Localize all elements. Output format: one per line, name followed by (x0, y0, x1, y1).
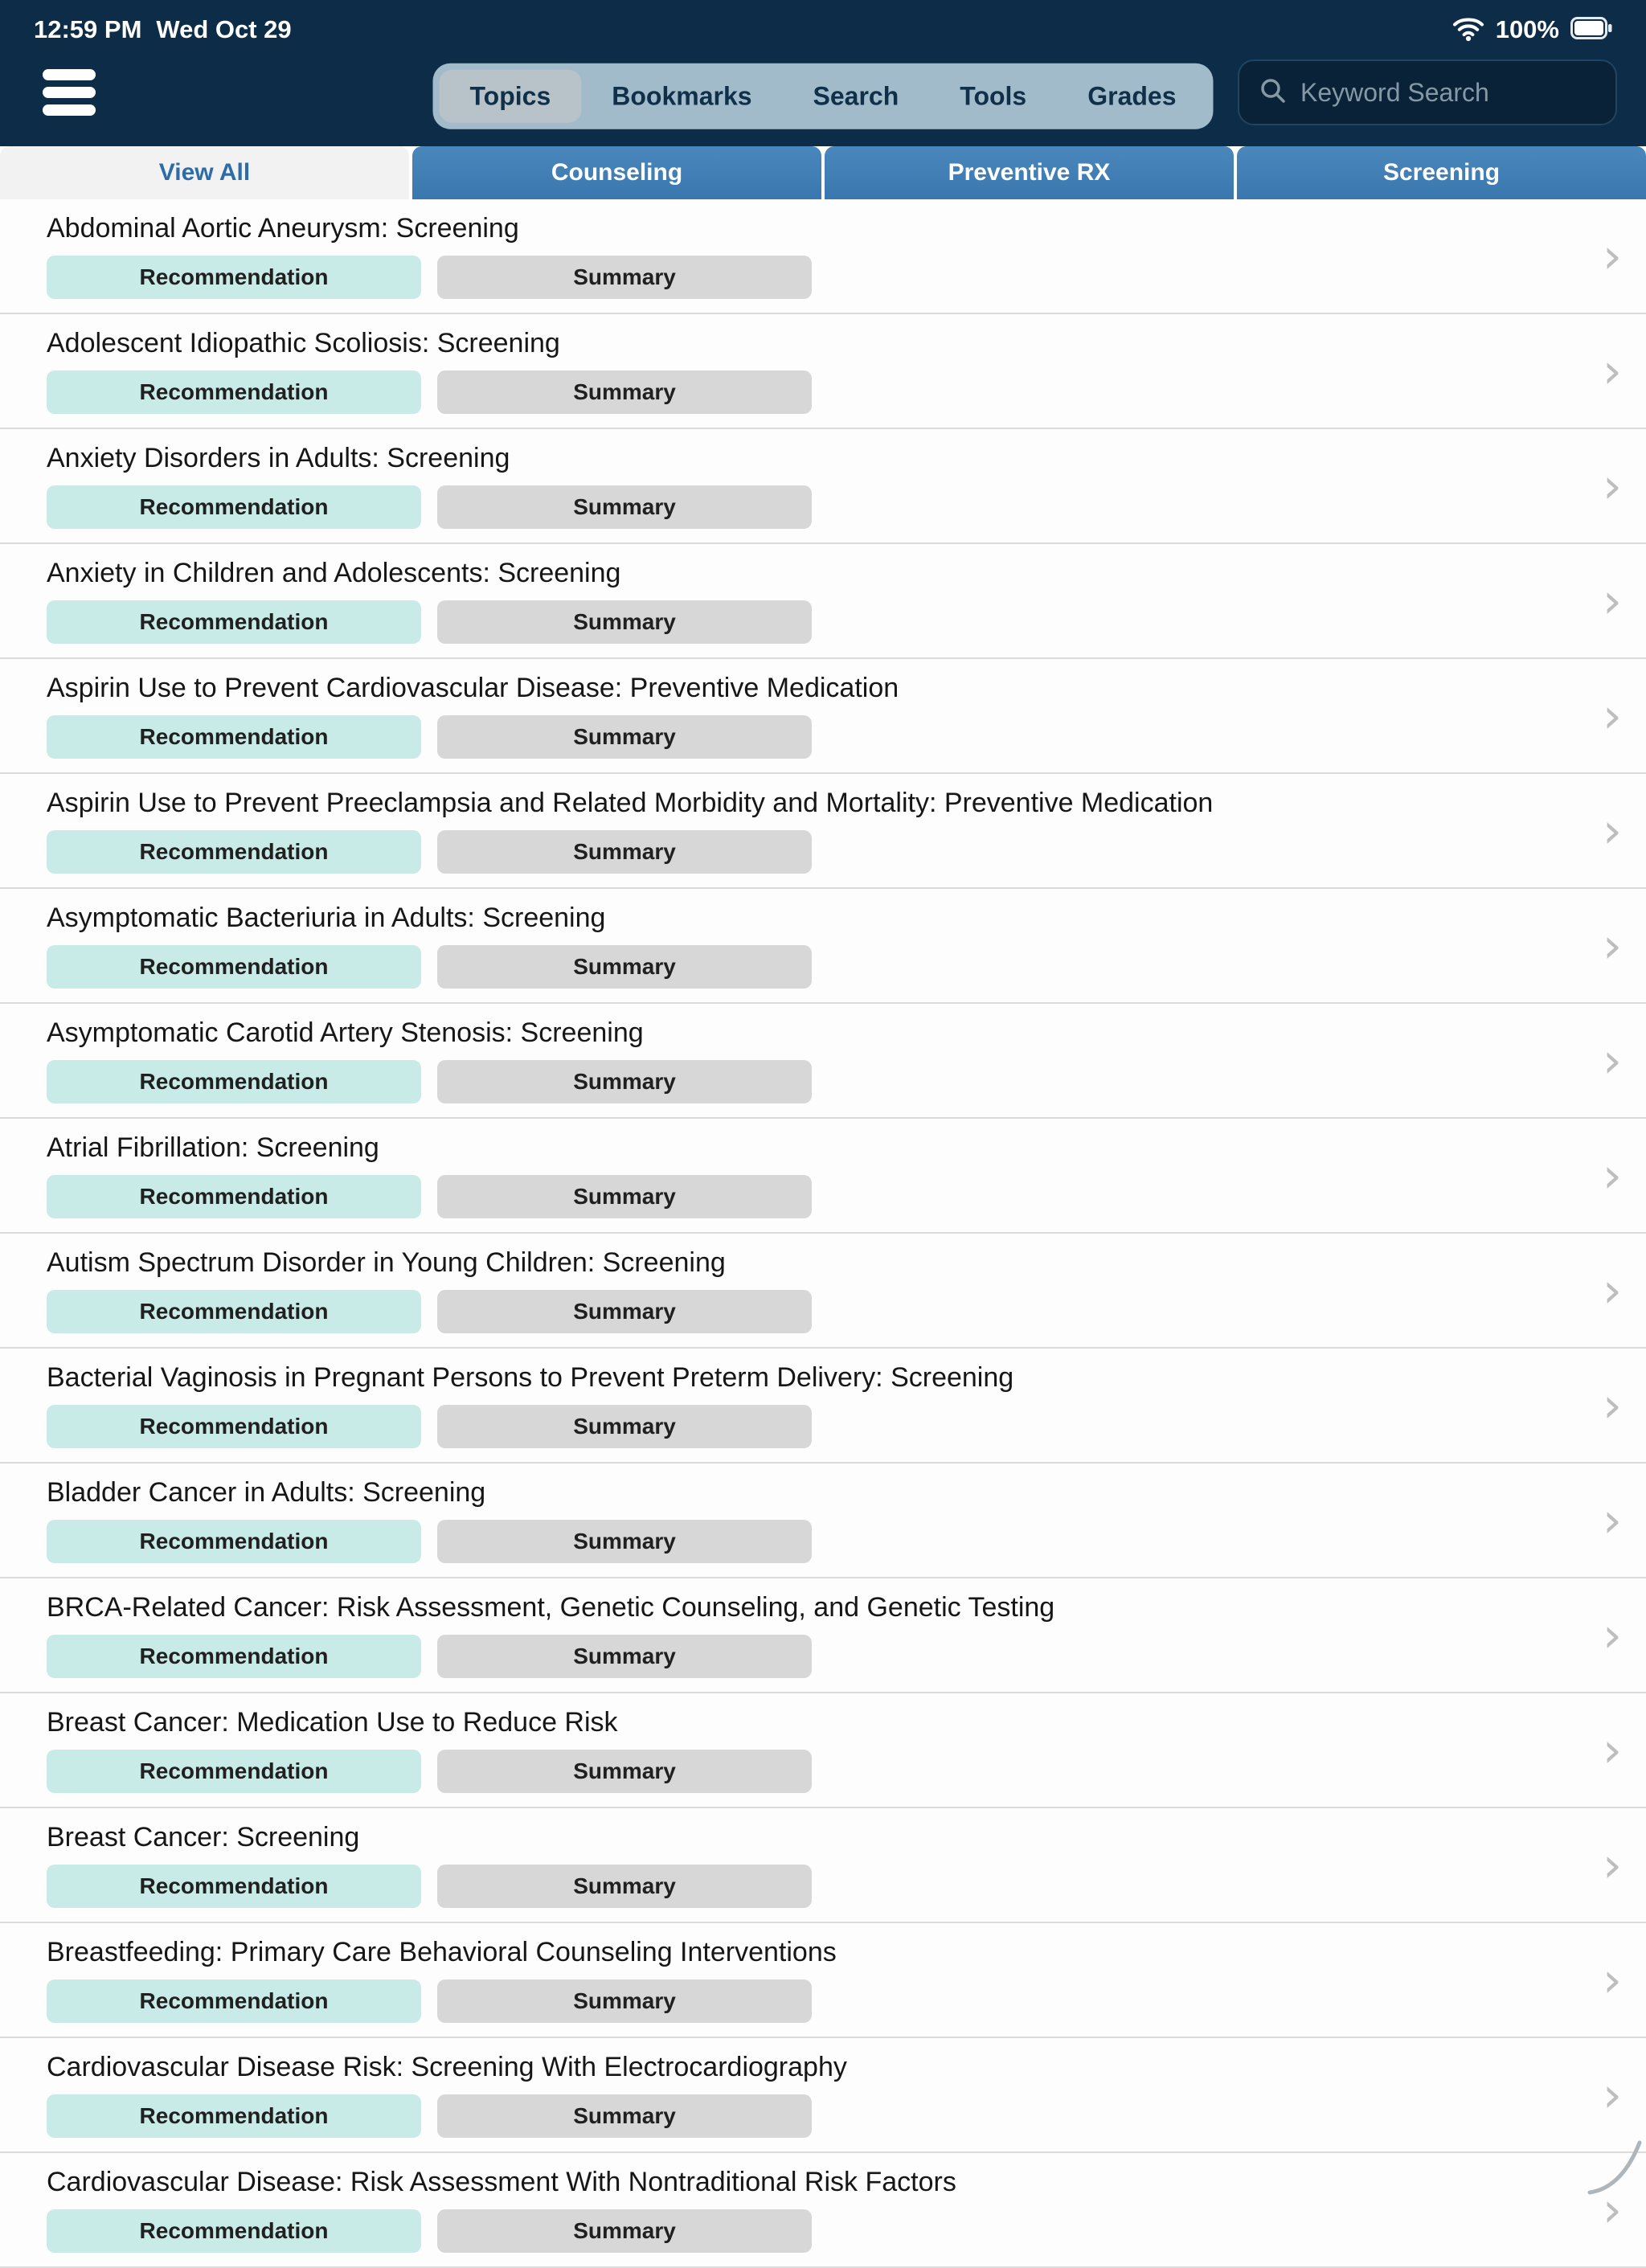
topic-title: Bladder Cancer in Adults: Screening (47, 1477, 486, 1508)
hamburger-bar (43, 69, 96, 80)
topic-actions (47, 600, 1542, 644)
chevron-right-icon: › (1603, 2066, 1622, 2123)
topic-title: Anxiety Disorders in Adults: Screening (47, 443, 510, 473)
chevron-right-icon: › (1603, 687, 1622, 744)
status-bar (0, 0, 1646, 51)
chevron-right-icon: › (1603, 2181, 1622, 2238)
topic-actions (47, 1979, 1542, 2023)
top-navy-area (0, 0, 1646, 146)
summary-button[interactable]: Summary (437, 1175, 812, 1218)
summary-button[interactable]: Summary (437, 1060, 812, 1103)
chevron-right-icon: › (1603, 1721, 1622, 1779)
topic-row[interactable] (0, 774, 1646, 889)
recommendation-button[interactable]: Recommendation (47, 1405, 421, 1448)
chevron-right-icon: › (1603, 1492, 1622, 1549)
status-date: Wed Oct 29 (156, 15, 292, 43)
topic-row[interactable] (0, 544, 1646, 659)
topic-row[interactable] (0, 1234, 1646, 1349)
chevron-right-icon: › (1603, 802, 1622, 859)
recommendation-button[interactable]: Recommendation (47, 830, 421, 874)
hamburger-bar (43, 104, 96, 116)
recommendation-button[interactable]: Recommendation (47, 1865, 421, 1908)
summary-button[interactable]: Summary (437, 1750, 812, 1793)
keyword-search-box[interactable] (1238, 59, 1617, 125)
topic-list (0, 199, 1646, 2268)
recommendation-button[interactable]: Recommendation (47, 1635, 421, 1678)
topic-title: Atrial Fibrillation: Screening (47, 1132, 379, 1163)
search-input[interactable] (1300, 78, 1638, 108)
chevron-right-icon: › (1603, 572, 1622, 629)
summary-button[interactable]: Summary (437, 1520, 812, 1563)
chevron-right-icon: › (1603, 1377, 1622, 1434)
recommendation-button[interactable]: Recommendation (47, 600, 421, 644)
chevron-right-icon: › (1603, 1262, 1622, 1319)
recommendation-button[interactable]: Recommendation (47, 945, 421, 989)
topic-row[interactable] (0, 889, 1646, 1004)
summary-button[interactable]: Summary (437, 1405, 812, 1448)
topic-row[interactable] (0, 199, 1646, 314)
nav-tab[interactable]: Topics (439, 70, 581, 123)
summary-button[interactable]: Summary (437, 2094, 812, 2138)
topic-title: Bacterial Vaginosis in Pregnant Persons to Prevent Preterm Delivery: Screening (47, 1362, 1014, 1393)
chevron-right-icon: › (1603, 1836, 1622, 1893)
nav-tab[interactable]: Search (813, 81, 899, 111)
recommendation-button[interactable]: Recommendation (47, 715, 421, 759)
summary-button[interactable]: Summary (437, 1979, 812, 2023)
topic-actions (47, 1520, 1542, 1563)
topic-actions (47, 1175, 1542, 1218)
chevron-right-icon: › (1603, 342, 1622, 399)
nav-tab[interactable]: Bookmarks (612, 81, 752, 111)
summary-button[interactable]: Summary (437, 1635, 812, 1678)
topic-title: Aspirin Use to Prevent Preeclampsia and Related Morbidity and Mortality: Preventive Medication (47, 788, 1214, 818)
topic-row[interactable] (0, 1693, 1646, 1808)
topic-row[interactable] (0, 1808, 1646, 1923)
topic-actions (47, 256, 1542, 299)
topic-title: Adolescent Idiopathic Scoliosis: Screening (47, 328, 560, 358)
summary-button[interactable]: Summary (437, 1290, 812, 1333)
recommendation-button[interactable]: Recommendation (47, 2094, 421, 2138)
hamburger-menu-icon[interactable] (29, 56, 109, 129)
chevron-right-icon: › (1603, 1032, 1622, 1089)
status-time: 12:59 PM (34, 15, 142, 43)
recommendation-button[interactable]: Recommendation (47, 2209, 421, 2253)
topic-actions (47, 370, 1542, 414)
recommendation-button[interactable]: Recommendation (47, 1520, 421, 1563)
topic-row[interactable] (0, 1004, 1646, 1119)
topic-title: Cardiovascular Disease Risk: Screening With Electrocardiography (47, 2052, 847, 2082)
recommendation-button[interactable]: Recommendation (47, 1290, 421, 1333)
topic-title: Breastfeeding: Primary Care Behavioral Counseling Interventions (47, 1937, 837, 1967)
summary-button[interactable]: Summary (437, 370, 812, 414)
topic-title: BRCA-Related Cancer: Risk Assessment, Genetic Counseling, and Genetic Testing (47, 1592, 1055, 1623)
recommendation-button[interactable]: Recommendation (47, 1060, 421, 1103)
hamburger-bar (43, 87, 96, 98)
chevron-right-icon: › (1603, 1951, 1622, 2008)
topic-row[interactable] (0, 2153, 1646, 2268)
topic-row[interactable] (0, 1578, 1646, 1693)
topic-title: Breast Cancer: Screening (47, 1822, 360, 1852)
recommendation-button[interactable]: Recommendation (47, 1979, 421, 2023)
summary-button[interactable]: Summary (437, 600, 812, 644)
topic-row[interactable] (0, 1119, 1646, 1234)
topic-title: Cardiovascular Disease: Risk Assessment With Nontraditional Risk Factors (47, 2167, 956, 2197)
topic-actions (47, 2209, 1542, 2253)
battery-icon (1570, 17, 1612, 43)
category-filter-tabs (0, 146, 1646, 199)
topic-title: Abdominal Aortic Aneurysm: Screening (47, 213, 519, 244)
topic-title: Asymptomatic Carotid Artery Stenosis: Screening (47, 1017, 644, 1048)
main-nav-segmented-control (432, 63, 1213, 129)
page-curl-decoration (1587, 2138, 1643, 2194)
recommendation-button[interactable]: Recommendation (47, 1750, 421, 1793)
recommendation-button[interactable]: Recommendation (47, 256, 421, 299)
topic-actions (47, 485, 1542, 529)
topic-title: Autism Spectrum Disorder in Young Children: Screening (47, 1247, 726, 1278)
chevron-right-icon: › (1603, 1607, 1622, 1664)
topic-actions (47, 1060, 1542, 1103)
topic-row[interactable] (0, 1923, 1646, 2038)
topic-row[interactable] (0, 429, 1646, 544)
summary-button[interactable]: Summary (437, 485, 812, 529)
topic-title: Asymptomatic Bacteriuria in Adults: Screening (47, 903, 606, 933)
wifi-icon (1452, 14, 1484, 46)
topic-row[interactable] (0, 314, 1646, 429)
chevron-right-icon: › (1603, 457, 1622, 514)
recommendation-button[interactable]: Recommendation (47, 1175, 421, 1218)
recommendation-button[interactable]: Recommendation (47, 485, 421, 529)
topic-title: Aspirin Use to Prevent Cardiovascular Disease: Preventive Medication (47, 673, 899, 703)
nav-tab[interactable]: Grades (1087, 81, 1177, 111)
topic-title: Breast Cancer: Medication Use to Reduce Risk (47, 1707, 618, 1738)
topic-row[interactable] (0, 659, 1646, 774)
topic-actions (47, 830, 1542, 874)
filter-tab[interactable]: Preventive RX (825, 146, 1234, 199)
topic-actions (47, 945, 1542, 989)
topic-row[interactable] (0, 1349, 1646, 1464)
topic-actions (47, 1865, 1542, 1908)
summary-button[interactable]: Summary (437, 830, 812, 874)
topic-row[interactable] (0, 2038, 1646, 2153)
topic-actions (47, 1635, 1542, 1678)
chevron-right-icon: › (1603, 917, 1622, 974)
topic-actions (47, 715, 1542, 759)
topic-row[interactable] (0, 1464, 1646, 1578)
status-left (34, 15, 292, 44)
battery-percent: 100% (1495, 15, 1559, 43)
summary-button[interactable]: Summary (437, 715, 812, 759)
topic-actions (47, 2094, 1542, 2138)
summary-button[interactable]: Summary (437, 2209, 812, 2253)
summary-button[interactable]: Summary (437, 1865, 812, 1908)
summary-button[interactable]: Summary (437, 256, 812, 299)
status-right (1452, 14, 1612, 46)
topic-title: Anxiety in Children and Adolescents: Screening (47, 558, 621, 588)
topic-actions (47, 1750, 1542, 1793)
recommendation-button[interactable]: Recommendation (47, 370, 421, 414)
summary-button[interactable]: Summary (437, 945, 812, 989)
chevron-right-icon: › (1603, 1147, 1622, 1204)
filter-tab[interactable]: View All (0, 146, 409, 199)
topic-actions (47, 1290, 1542, 1333)
header-bar (0, 51, 1646, 146)
search-icon (1259, 76, 1288, 109)
chevron-right-icon: › (1603, 227, 1622, 285)
topic-actions (47, 1405, 1542, 1448)
filter-tab[interactable]: Counseling (412, 146, 821, 199)
filter-tab[interactable]: Screening (1237, 146, 1646, 199)
nav-tab[interactable]: Tools (960, 81, 1027, 111)
